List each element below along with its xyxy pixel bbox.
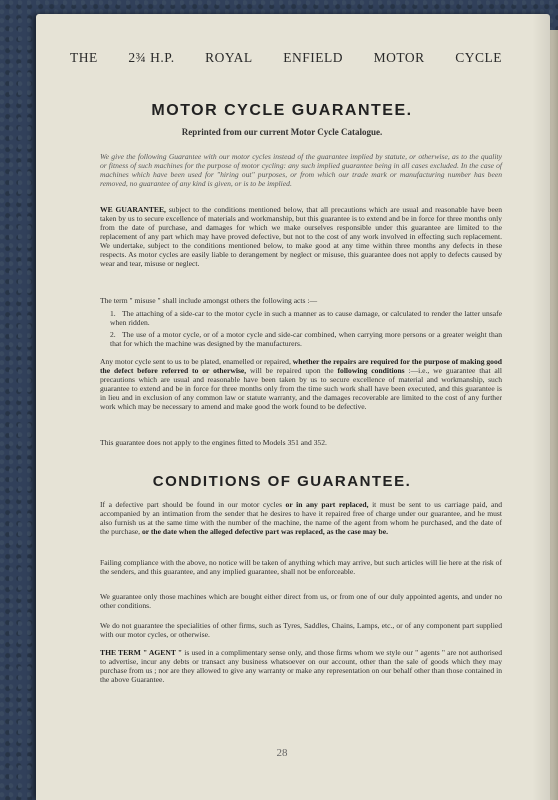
page-title: MOTOR CYCLE GUARANTEE. — [151, 102, 413, 119]
page-number: 28 — [276, 747, 288, 759]
repairs-text: :—i.e., we guarantee that all precautions which are usual and reasonable have been taken by us to secure excellence of material and workmanship, such guarantee to extend and be in force for three months only from the time such work shall have been executed, and this guarantee is in lieu and in exclusion of any common law or statute warranty, and the damages recoverable are limited to the cost of any further work which may be necessary to amend and make good the work found to be defective. — [100, 366, 502, 411]
list-number: 2. — [110, 330, 116, 339]
conditions-title: CONDITIONS OF GUARANTEE. — [152, 473, 412, 490]
page-subtitle: Reprinted from our current Motor Cycle Catalogue. — [181, 127, 383, 137]
repairs-paragraph — [100, 357, 502, 411]
agent-term: THE TERM " AGENT " — [100, 648, 183, 657]
misuse-item — [110, 309, 502, 327]
repairs-bold: whether the repairs are required for the purpose of making good the defect before referred to or otherwise, — [100, 357, 503, 375]
header-word: CYCLE — [455, 50, 502, 65]
repairs-text: will be repaired upon the — [246, 366, 338, 375]
misuse-item — [110, 330, 502, 348]
header-word: MOTOR — [373, 50, 425, 65]
conditions-paragraph-3: We guarantee only those machines which are bought either direct from us, or from one of our duly appointed agents, and under no other conditions. — [100, 592, 502, 610]
list-number: 1. — [110, 309, 116, 318]
conditions-bold: or in any part replaced, — [285, 500, 369, 509]
guarantee-body: subject to the conditions mentioned below, that all precautions which are usual and reasonable have been taken by us to secure excellence of materials and workmanship, but this guarantee is to extend and be in force for three months only from the date of purchase, and damages for which we make ourselves responsible under this guarantee are limited to the replacement of any part which may have proved defective, but not to the cost of any work involved in effecting such replacement. We undertake, subject to the conditions mentioned below, to make good at any time within three months any defects in these respects. As motor cycles are easily liable to derangement by neglect or misuse, this guarantee does not apply to defects caused by wear and tear, misuse or neglect. — [100, 205, 502, 268]
agent-text: is used in a complimentary sense only, and those firms whom we style our " agents " are not authorised to advertise, incur any debts or transact any business whatsoever on our account, other than the sale of goods which they may purchase from us ; nor are they allowed to give any warranty or make any representation on our behalf other than those contained in the above Guarantee. — [100, 648, 503, 684]
running-header — [70, 50, 502, 66]
conditions-text: it must be sent to us carriage paid, and accompanied by an intimation from the sender that he desires to have it repaired free of charge under our guarantee, and he must also furnish us at the same time with the number of the machine, the name of the agent from whom he purchased, and the date of the purchase, — [100, 500, 503, 536]
conditions-bold: or the date when the alleged defective part was replaced, as the case may be. — [141, 527, 389, 536]
engines-note: This guarantee does not apply to the engines fitted to Models 351 and 352. — [100, 438, 327, 447]
conditions-paragraph-5 — [100, 648, 502, 684]
conditions-paragraph-1 — [100, 500, 502, 536]
header-word: THE — [70, 50, 98, 65]
list-text: The attaching of a side-car to the motor cycle in such a manner as to cause damage, or calculated to render the latter unsafe when ridden. — [110, 309, 502, 327]
repairs-text: Any motor cycle sent to us to be plated, enamelled or repaired, — [100, 357, 293, 366]
misuse-intro: The term " misuse " shall include amongst others the following acts :— — [100, 296, 318, 305]
guarantee-lead: WE GUARANTEE, — [100, 205, 166, 214]
list-text: The use of a motor cycle, or of a motor cycle and side-car combined, when carrying more persons or a greater weight than that for which the machine was designed by the manufacturers. — [110, 330, 502, 348]
repairs-bold: following conditions — [337, 366, 405, 375]
conditions-paragraph-2: Failing compliance with the above, no notice will be taken of anything which may arrive, but such articles will lie here at the risk of the senders, and this guarantee, and any implied guarantee, shall not be enforceable. — [100, 558, 502, 576]
conditions-text: If a defective part should be found in our motor cycles — [100, 500, 286, 509]
guarantee-paragraph — [100, 205, 502, 268]
conditions-paragraph-4: We do not guarantee the specialities of other firms, such as Tyres, Saddles, Chains, Lamps, etc., or of any component part supplied with our motor cycles, or otherwise. — [100, 621, 502, 639]
intro-paragraph: We give the following Guarantee with our motor cycles instead of the guarantee implied by statute, or otherwise, as to the quality or fitness of such machines for the purpose of motor cycling: any such implied guarantee being in all cases excluded. In the case of machines which have been used for "hiring out" purposes, or from which our trade mark or manufacturing number has been removed, no guarantee of any kind is given, or is to be implied. — [100, 152, 502, 188]
header-word: ENFIELD — [283, 50, 344, 65]
header-word: ROYAL — [205, 50, 253, 65]
header-word: 2¾ H.P. — [128, 50, 175, 65]
